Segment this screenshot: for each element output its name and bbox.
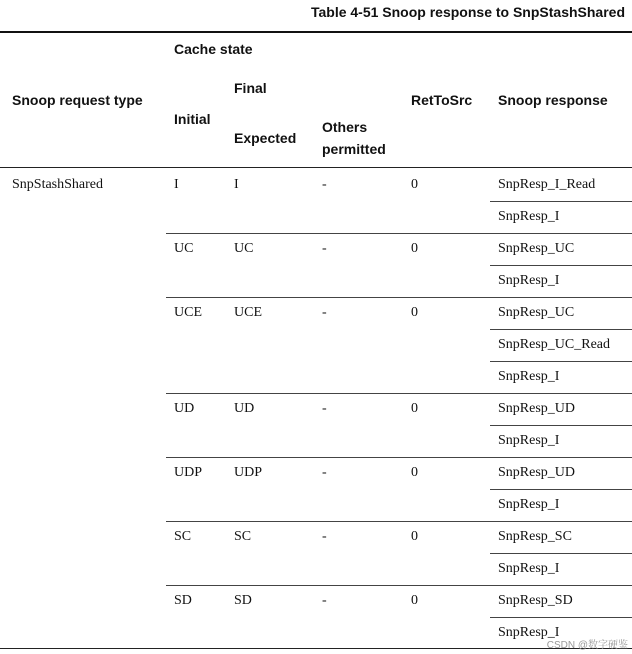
initial-state-cell: UC — [174, 241, 194, 256]
header-request-type: Snoop request type — [12, 92, 143, 108]
header-bottom-rule — [0, 167, 632, 168]
header-snoop-response: Snoop response — [498, 92, 608, 108]
snoop-response-cell: SnpResp_SD — [498, 593, 573, 608]
group-divider — [166, 585, 632, 586]
header-cache-state: Cache state — [174, 41, 253, 57]
request-type-cell: SnpStashShared — [12, 177, 103, 192]
response-row-divider — [490, 201, 632, 202]
snoop-response-cell: SnpResp_I — [498, 369, 560, 384]
snoop-response-cell: SnpResp_UC_Read — [498, 337, 610, 352]
group-divider — [166, 393, 632, 394]
response-row-divider — [490, 361, 632, 362]
header-initial: Initial — [174, 111, 211, 127]
group-divider — [166, 297, 632, 298]
initial-state-cell: SC — [174, 529, 192, 544]
snoop-response-cell: SnpResp_I — [498, 209, 560, 224]
header-others-line1: Others — [322, 119, 368, 135]
snoop-response-cell: SnpResp_I_Read — [498, 177, 596, 192]
initial-state-cell: UDP — [174, 465, 203, 480]
others-permitted-cell: - — [322, 401, 327, 416]
group-divider — [166, 233, 632, 234]
response-row-divider — [490, 489, 632, 490]
response-row-divider — [490, 617, 632, 618]
rettosrc-cell: 0 — [411, 465, 418, 480]
rettosrc-cell: 0 — [411, 241, 418, 256]
response-row-divider — [490, 425, 632, 426]
rettosrc-cell: 0 — [411, 401, 418, 416]
others-permitted-cell: - — [322, 529, 327, 544]
expected-state-cell: I — [234, 177, 239, 192]
initial-state-cell: SD — [174, 593, 192, 608]
snoop-response-cell: SnpResp_I — [498, 561, 560, 576]
snoop-response-cell: SnpResp_I — [498, 433, 560, 448]
snoop-response-cell: SnpResp_SC — [498, 529, 572, 544]
header-expected: Expected — [234, 130, 297, 146]
others-permitted-cell: - — [322, 593, 327, 608]
expected-state-cell: UDP — [234, 465, 263, 480]
snoop-response-cell: SnpResp_UC — [498, 305, 575, 320]
others-permitted-cell: - — [322, 241, 327, 256]
others-permitted-cell: - — [322, 177, 327, 192]
rettosrc-cell: 0 — [411, 529, 418, 544]
initial-state-cell: UCE — [174, 305, 202, 320]
header-rettosrc: RetToSrc — [411, 92, 473, 108]
others-permitted-cell: - — [322, 465, 327, 480]
snoop-response-cell: SnpResp_UD — [498, 401, 576, 416]
header-final: Final — [234, 80, 267, 96]
table-bottom-rule — [0, 648, 632, 649]
snoop-response-cell: SnpResp_UD — [498, 465, 576, 480]
snoop-response-cell: SnpResp_UC — [498, 241, 575, 256]
header-others-line2: permitted — [322, 141, 386, 157]
initial-state-cell: I — [174, 177, 179, 192]
rettosrc-cell: 0 — [411, 593, 418, 608]
table-top-rule — [0, 31, 632, 33]
rettosrc-cell: 0 — [411, 305, 418, 320]
watermark: CSDN @数字硬鉴 — [546, 640, 628, 651]
snoop-response-cell: SnpResp_I — [498, 625, 560, 640]
response-row-divider — [490, 553, 632, 554]
group-divider — [166, 457, 632, 458]
snoop-response-cell: SnpResp_I — [498, 273, 560, 288]
group-divider — [166, 521, 632, 522]
rettosrc-cell: 0 — [411, 177, 418, 192]
snoop-response-cell: SnpResp_I — [498, 497, 560, 512]
response-row-divider — [490, 265, 632, 266]
initial-state-cell: UD — [174, 401, 195, 416]
expected-state-cell: SD — [234, 593, 252, 608]
expected-state-cell: UC — [234, 241, 254, 256]
response-row-divider — [490, 329, 632, 330]
expected-state-cell: UD — [234, 401, 255, 416]
others-permitted-cell: - — [322, 305, 327, 320]
expected-state-cell: UCE — [234, 305, 262, 320]
expected-state-cell: SC — [234, 529, 252, 544]
table-caption: Table 4-51 Snoop response to SnpStashShared — [310, 4, 625, 20]
